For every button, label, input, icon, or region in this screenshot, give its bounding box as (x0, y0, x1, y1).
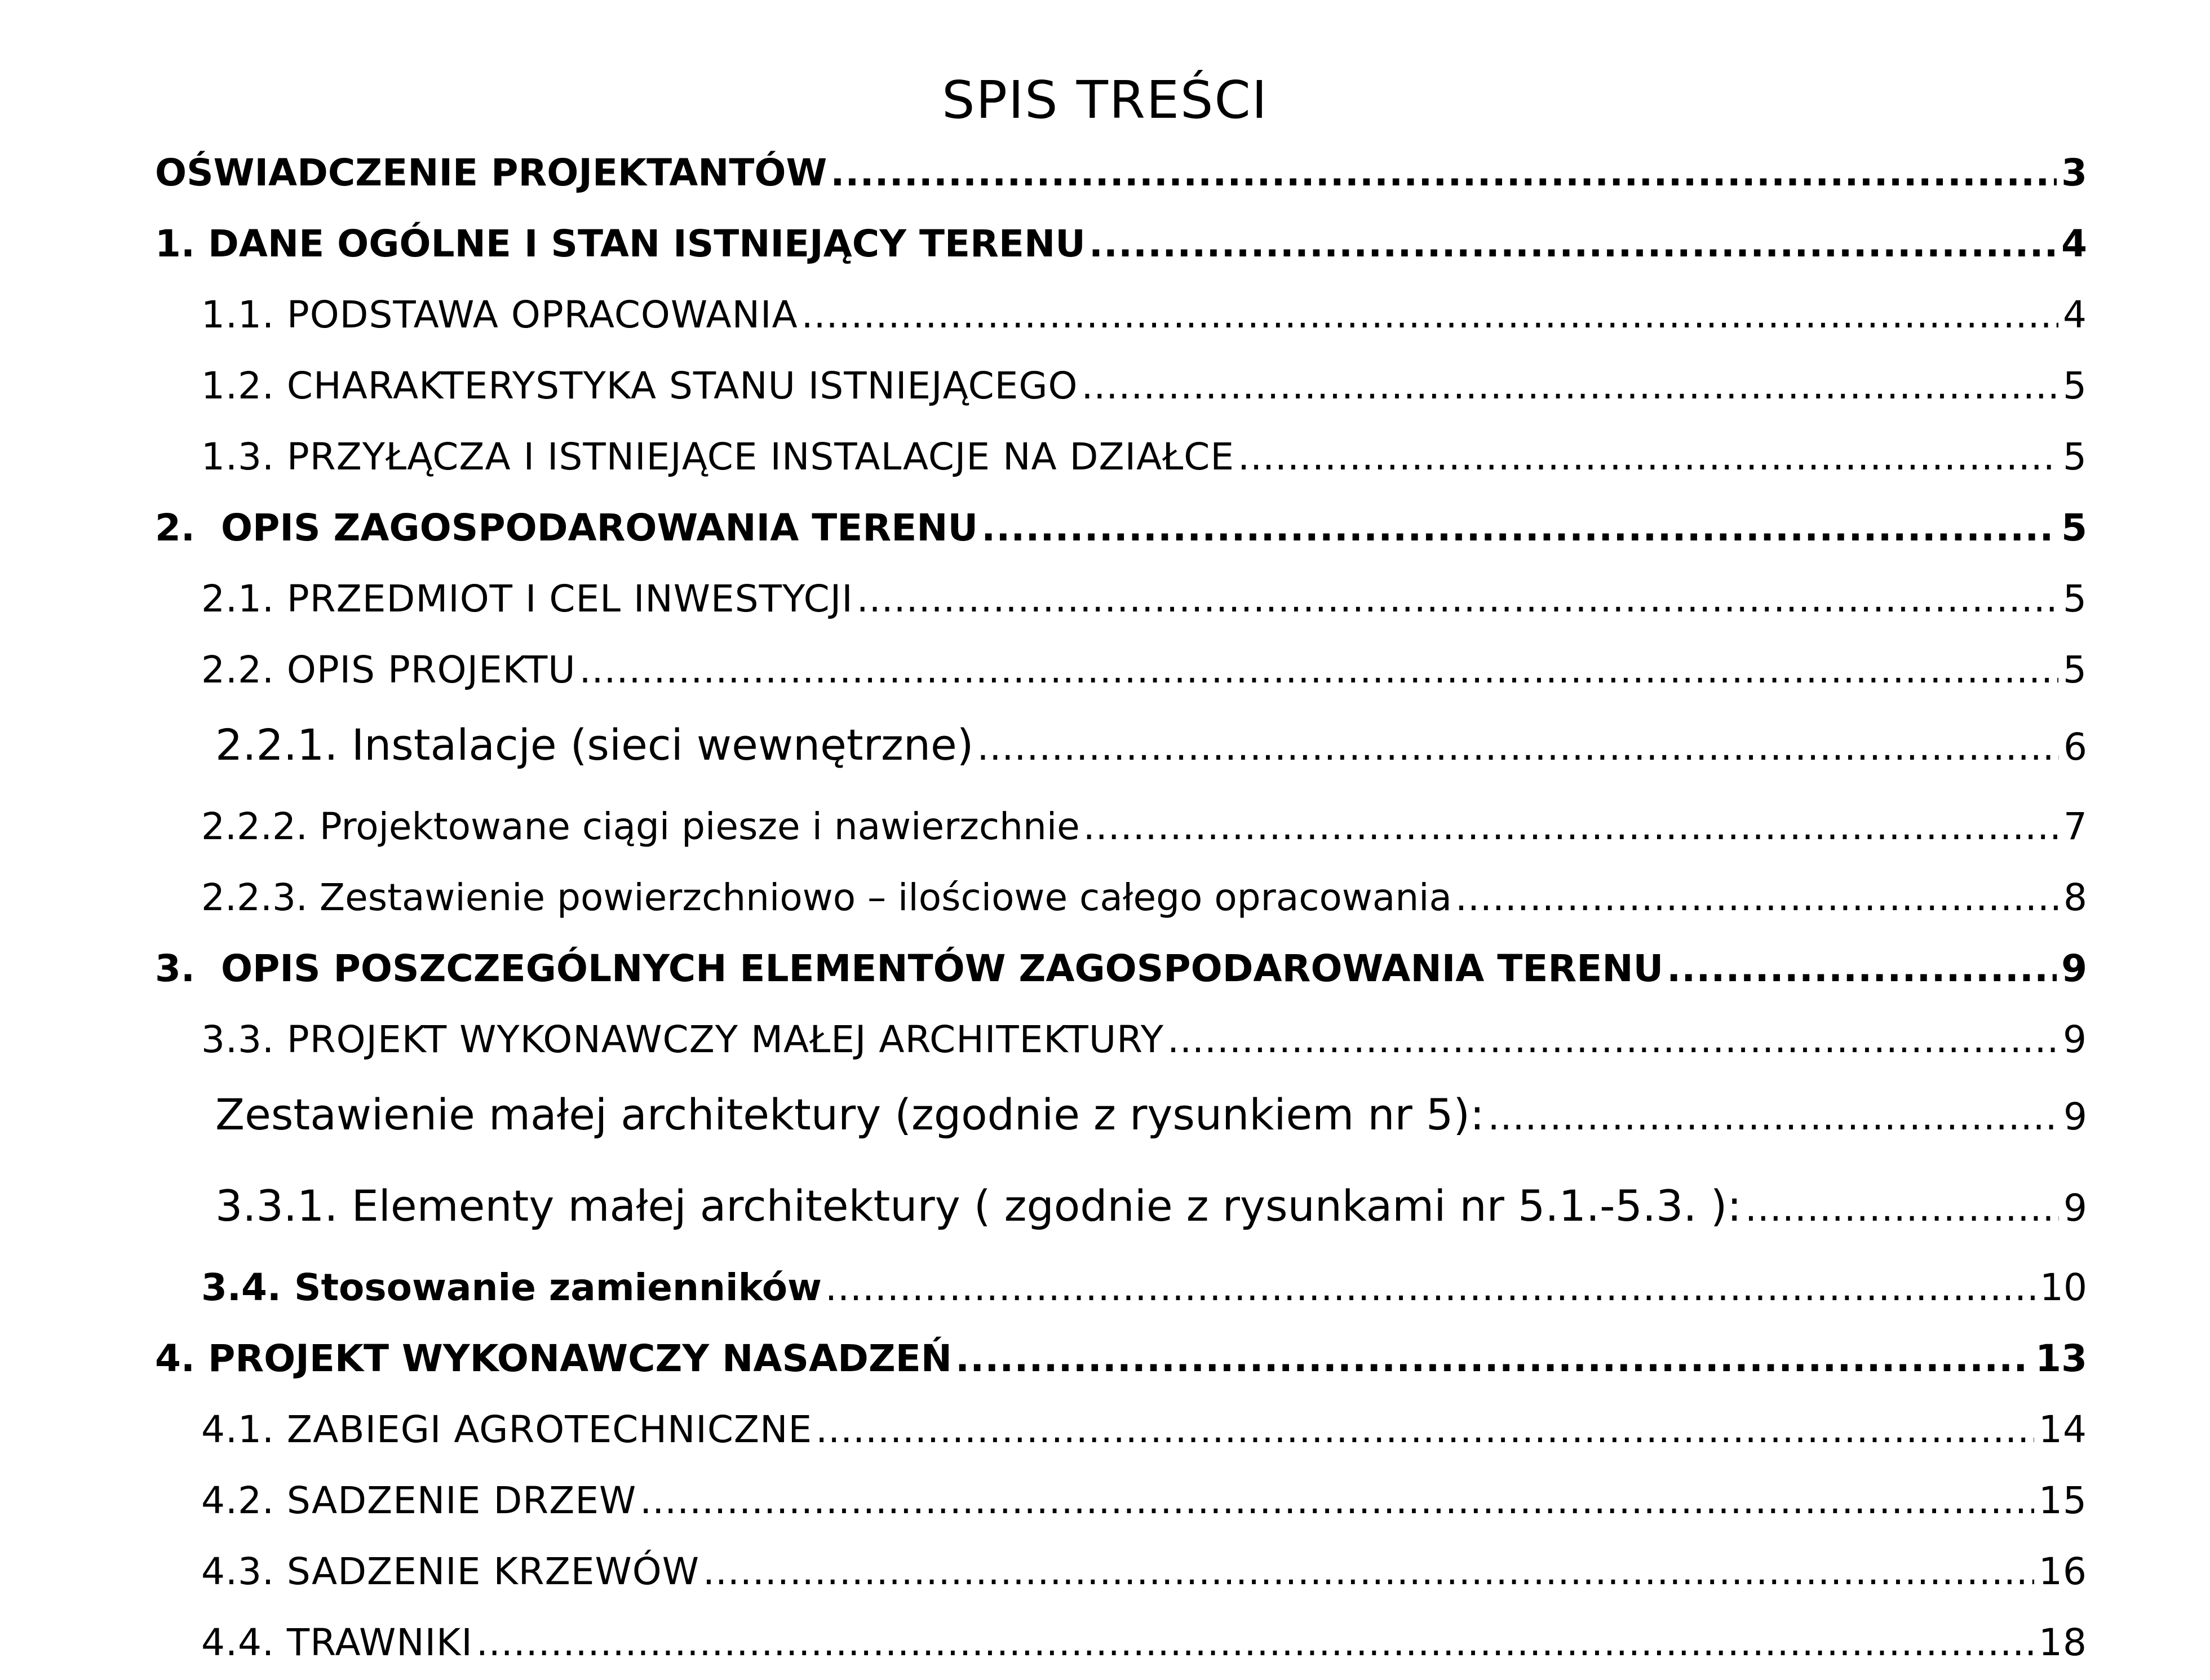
toc-entry-label: 2.2.1. Instalacje (sieci wewnętrzne) (215, 720, 974, 770)
toc-page-number: 15 (2039, 1479, 2087, 1522)
toc-page-number: 13 (2035, 1337, 2087, 1380)
toc-entry-section-1[interactable] (155, 209, 2087, 280)
toc-page-number: 10 (2040, 1266, 2087, 1309)
toc-entry-2-2-1[interactable] (155, 706, 2087, 784)
spacer (155, 784, 2087, 791)
toc-entry-label: 3. OPIS POSZCZEGÓLNYCH ELEMENTÓW ZAGOSPODAROWANIA TERENU (155, 947, 1664, 990)
dot-leader (1081, 351, 2058, 422)
toc-page-number: 4 (2061, 222, 2087, 265)
dot-leader (857, 564, 2058, 635)
toc-entry-label: 1. DANE OGÓLNE I STAN ISTNIEJĄCY TERENU (155, 222, 1086, 265)
toc-entry-label: 4.1. ZABIEGI AGROTECHNICZNE (201, 1408, 813, 1451)
toc-entry-4-2[interactable] (155, 1465, 2087, 1536)
dot-leader (1167, 1004, 2058, 1075)
toc-page-number: 7 (2063, 805, 2087, 848)
toc-entry-label: 4.2. SADZENIE DRZEW (201, 1479, 637, 1522)
dot-leader (476, 1607, 2034, 1678)
toc-entry-label: 3.4. Stosowanie zamienników (201, 1266, 822, 1309)
toc-entry-label: 2.2.2. Projektowane ciągi piesze i nawierzchnie (201, 805, 1080, 848)
dot-leader (981, 493, 2057, 564)
toc-page-number: 9 (2061, 947, 2087, 990)
toc-page-number: 5 (2063, 435, 2087, 478)
toc-entry-small-architecture-list[interactable] (155, 1075, 2087, 1154)
dot-leader (816, 1394, 2034, 1465)
dot-leader (1455, 862, 2059, 933)
toc-page-number: 9 (2063, 1095, 2087, 1138)
toc-entry-2-1[interactable] (155, 564, 2087, 635)
toc-entry-label: 1.3. PRZYŁĄCZA I ISTNIEJĄCE INSTALACJE NA DZIAŁCE (201, 435, 1235, 478)
table-of-contents (155, 138, 2087, 1678)
toc-entry-3-3-1[interactable] (155, 1167, 2087, 1245)
toc-entry-label: 4.4. TRAWNIKI (201, 1621, 473, 1664)
toc-page-number: 6 (2063, 725, 2087, 769)
dot-leader (1488, 1078, 2059, 1154)
toc-entry-declaration[interactable] (155, 138, 2087, 209)
toc-entry-label: OŚWIADCZENIE PROJEKTANTÓW (155, 151, 827, 194)
toc-entry-1-2[interactable] (155, 351, 2087, 422)
toc-page-number: 16 (2039, 1550, 2087, 1593)
toc-entry-label: 3.3.1. Elementy małej architektury ( zgodnie z rysunkami nr 5.1.-5.3. ): (215, 1181, 1742, 1231)
toc-entry-section-4[interactable] (155, 1323, 2087, 1394)
toc-page-number: 14 (2039, 1408, 2087, 1451)
toc-entry-2-2-2[interactable] (155, 791, 2087, 862)
dot-leader (703, 1536, 2034, 1607)
dot-leader (1083, 791, 2059, 862)
toc-entry-section-2[interactable] (155, 493, 2087, 564)
dot-leader (579, 635, 2058, 706)
dot-leader (825, 1252, 2035, 1323)
toc-page-number: 4 (2063, 293, 2087, 336)
dot-leader (977, 708, 2059, 784)
toc-page-number: 18 (2039, 1621, 2087, 1664)
toc-page-number: 3 (2061, 151, 2087, 194)
dot-leader (801, 280, 2058, 351)
toc-entry-2-2-3[interactable] (155, 862, 2087, 933)
toc-entry-label: Zestawienie małej architektury (zgodnie z rysunkiem nr 5): (215, 1089, 1485, 1140)
toc-page-number: 5 (2063, 364, 2087, 407)
toc-entry-4-3[interactable] (155, 1536, 2087, 1607)
dot-leader (1238, 422, 2058, 493)
toc-entry-4-1[interactable] (155, 1394, 2087, 1465)
toc-entry-label: 2.2.3. Zestawienie powierzchniowo – ilościowe całego opracowania (201, 876, 1452, 919)
page-title: SPIS TREŚCI (942, 70, 1268, 130)
toc-page-number: 5 (2063, 648, 2087, 691)
spacer (155, 1245, 2087, 1252)
toc-entry-label: 2.1. PRZEDMIOT I CEL INWESTYCJI (201, 577, 853, 620)
toc-entry-label: 3.3. PROJEKT WYKONAWCZY MAŁEJ ARCHITEKTURY (201, 1018, 1164, 1061)
toc-entry-section-3[interactable] (155, 933, 2087, 1004)
dot-leader (1089, 209, 2057, 280)
dot-leader (1745, 1169, 2059, 1245)
toc-entry-1-3[interactable] (155, 422, 2087, 493)
toc-entry-3-4[interactable] (155, 1252, 2087, 1323)
toc-page-number: 8 (2063, 876, 2087, 919)
toc-entry-3-3[interactable] (155, 1004, 2087, 1075)
toc-entry-1-1[interactable] (155, 280, 2087, 351)
toc-entry-label: 1.2. CHARAKTERYSTYKA STANU ISTNIEJĄCEGO (201, 364, 1078, 407)
toc-entry-4-4[interactable] (155, 1607, 2087, 1678)
toc-entry-label: 4. PROJEKT WYKONAWCZY NASADZEŃ (155, 1337, 953, 1380)
spacer (155, 1154, 2087, 1167)
dot-leader (640, 1465, 2034, 1536)
toc-entry-label: 2. OPIS ZAGOSPODAROWANIA TERENU (155, 506, 978, 549)
toc-entry-label: 1.1. PODSTAWA OPRACOWANIA (201, 293, 798, 336)
dot-leader (955, 1323, 2031, 1394)
toc-entry-label: 4.3. SADZENIE KRZEWÓW (201, 1550, 699, 1593)
dot-leader (1667, 933, 2057, 1004)
toc-page-number: 5 (2063, 577, 2087, 620)
toc-page-number: 5 (2061, 506, 2087, 549)
toc-entry-label: 2.2. OPIS PROJEKTU (201, 648, 576, 691)
toc-page-number: 9 (2063, 1018, 2087, 1061)
toc-entry-2-2[interactable] (155, 635, 2087, 706)
toc-page-number: 9 (2063, 1186, 2087, 1230)
dot-leader (830, 138, 2057, 209)
